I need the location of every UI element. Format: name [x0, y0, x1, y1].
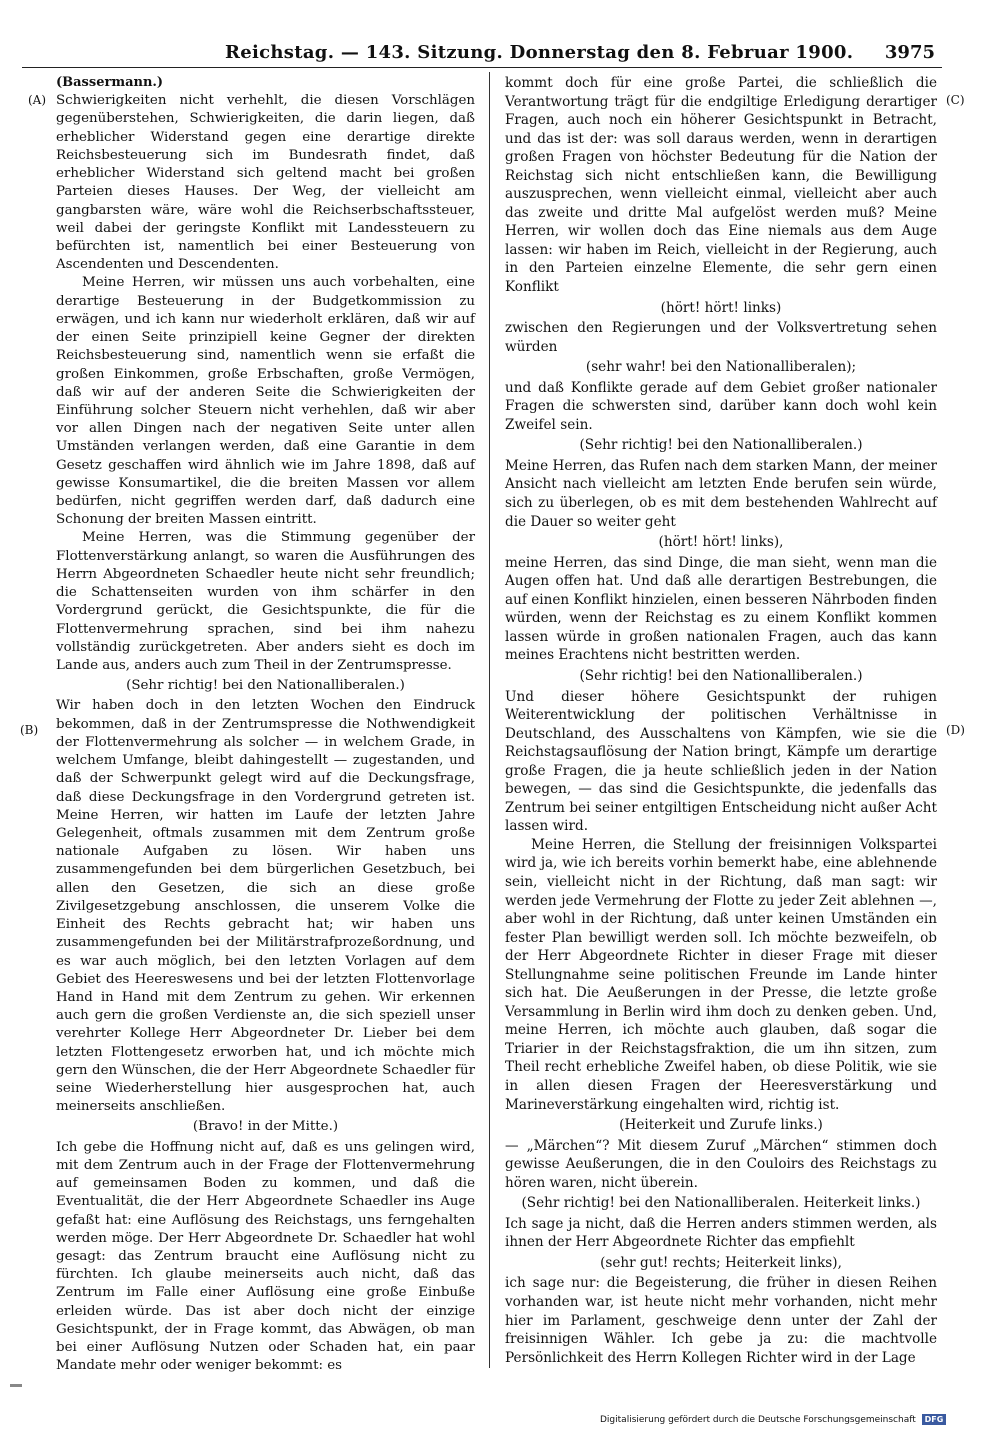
- paragraph: ich sage nur: die Begeisterung, die früher in diesen Reihen vorhanden war, ist heute nicht mehr vorhanden, nicht mehr hier im Parlament, geschweige denn unter der Zahl der freisinnigen Wähler. Ich gebe ja zu: die machtvolle Persönlichkeit des Herrn Kollegen Richter wird in der Lage: [505, 1275, 937, 1366]
- paragraph: Meine Herren, die Stellung der freisinnigen Volkspartei wird ja, wie ich bereits vorhin bemerkt habe, eine ablehnende sein, vielleicht nicht in der Richtung, daß man sagt: wir werden jede Vermehrung der Flotte zu jeder Zeit ablehnen —, aber wohl in der Richtung, daß unter keinen Umständen ein fester Plan bewilligt werden soll. Ich möchte bezweifeln, ob der Herr Abgeordnete Richter in dieser Frage mit dieser Stellungnahme seine politischen Freunde im Lande hinter sich hat. Die Aeußerungen in der Presse, die letzte große Versammlung in Berlin wird ihm doch zu denken geben. Und, meine Herren, ich möchte auch glauben, daß sogar die Triarier in der Reichstagsfraktion, die um ihn sitzen, zum Theil recht erhebliche Zweifel haben, ob diese Politik, wie sie in allen diesen Fragen der Heeresverstärkung und Marineverstärkung eingehalten wird, richtig ist.: [505, 836, 937, 1113]
- margin-marker-c: (C): [946, 93, 965, 107]
- interjection: (hört! hört! links): [660, 299, 782, 316]
- interjection: (sehr gut! rechts; Heiterkeit links),: [600, 1254, 842, 1271]
- column-divider: [489, 72, 490, 1368]
- page-header: [225, 42, 935, 66]
- speaker-name: (Bassermann.): [56, 75, 164, 90]
- interjection: (Sehr richtig! bei den Nationalliberalen.): [579, 667, 863, 684]
- interjection: (Sehr richtig! bei den Nationalliberalen.): [579, 437, 863, 454]
- paragraph: und daß Konflikte gerade auf dem Gebiet großer nationaler Fragen die schwersten sind, darüber kann doch wohl kein Zweifel sein.: [505, 379, 937, 433]
- paragraph: — „Märchen“? Mit diesem Zuruf „Märchen“ stimmen doch gewisse Aeußerungen, die in den Couloirs des Reichstags zu hören waren, nicht überein.: [505, 1137, 937, 1191]
- paragraph: Und dieser höhere Gesichtspunkt der ruhigen Weiterentwicklung der politischen Verhältnisse in Deutschland, des Ausschaltens von Kämpfen, wie sie die Reichstagsauflösung der Nation bringt, Kämpfe um derartige große Fragen, die ja heute schließlich jeden in der Nation bewegen, — das sind die Gesichtspunkte, die jedenfalls das Zentrum bei seiner entgiltigen Entscheidung nicht außer Acht lassen wird.: [505, 688, 937, 835]
- right-column: [505, 74, 937, 1367]
- interjection: (sehr wahr! bei den Nationalliberalen);: [585, 359, 857, 376]
- interjection: (Heiterkeit und Zurufe links.): [619, 1117, 823, 1134]
- margin-marker-d: (D): [946, 723, 965, 737]
- footer-credit: Digitalisierung gefördert durch die Deutsche Forschungsgemeinschaft: [600, 1415, 916, 1425]
- page-number: 3975: [884, 42, 935, 63]
- interjection: (Sehr richtig! bei den Nationalliberalen.): [126, 678, 405, 694]
- paragraph: Ich sage ja nicht, daß die Herren anders stimmen werden, als ihnen der Herr Abgeordnete Richter das empfiehlt: [505, 1215, 937, 1251]
- interjection: (Sehr richtig! bei den Nationalliberalen. Heiterkeit links.): [521, 1195, 921, 1212]
- left-column: [56, 74, 475, 1376]
- margin-marker-b: (B): [20, 723, 39, 737]
- dfg-logo: DFG: [922, 1414, 947, 1425]
- paragraph: Meine Herren, das Rufen nach dem starken Mann, der meiner Ansicht nach vielleicht am letzten Ende berufen sein würde, sich zu überlegen, ob es mit dem bestehenden Wahlrecht auf die Dauer so weiter geht: [505, 457, 937, 530]
- paragraph: kommt doch für eine große Partei, die schließlich die Verantwortung trägt für die endgiltige Erledigung derartiger Fragen, auch noch ein höherer Gesichtspunkt in Betracht, und das ist der: was soll daraus werden, wenn in derartigen großen Fragen von höchster Bedeutung für die Nation der Reichstag sich nicht entschließen kann, die Bewilligung auszusprechen, wenn vielleicht einmal, vielleicht aber auch das zweite und dritte Mal aufgelöst werden muß? Meine Herren, wir wollen doch das Eine niemals aus dem Auge lassen: wir haben im Reich, vielleicht in der Regierung, auch in den Parteien einzelne Elemente, die sehr gern einen Konflikt: [505, 75, 937, 296]
- paragraph: Meine Herren, was die Stimmung gegenüber der Flottenverstärkung anlangt, so waren die Ausführungen des Herrn Abgeordneten Schaedler heute nicht sehr freundlich; die Schattenseiten wurden von ihm schärfer in den Vordergrund gerückt, die Gesichtspunkte, die für die Flottenvermehrung sprachen, sind bei ihm nahezu vollständig zurückgetreten. Aber anders sieht es doch im Lande aus, anders auch zum Theil in der Zentrumspresse.: [56, 530, 475, 673]
- interjection: (Bravo! in der Mitte.): [192, 1119, 339, 1135]
- paragraph: meine Herren, das sind Dinge, die man sieht, wenn man die Augen offen hat. Und daß alle derartigen Bestrebungen, die auf einen Konflikt hinzielen, einen besseren Nährboden finden würden, wenn der Reichstag es zu einem Konflikt kommen lassen würde in großen nationalen Fragen, auch das kann meines Erachtens nicht bestritten werden.: [505, 554, 937, 664]
- paragraph: Wir haben doch in den letzten Wochen den Eindruck bekommen, daß in der Zentrumspresse die Nothwendigkeit der Flottenvermehrung als solcher — in welchem Grade, in welchem Umfange, bleibt dahingestellt — zugestanden, und daß der Schwerpunkt gelegt wird auf die Deckungsfrage, daß diese Deckungsfrage in den Vordergrund getreten ist. Meine Herren, wir hatten im Laufe der letzten Jahre Gelegenheit, oftmals zusammen mit dem Zentrum große nationale Aufgaben zu lösen. Wir haben uns zusammengefunden bei dem bürgerlichen Gesetzbuch, bei allen den Gesetzen, die sich an diese große Zivilgesetzgebung anschlossen, die unserem Volke die Einheit des Rechts gebracht hat; wir haben uns zusammengefunden bei der Militärstrafprozeßordnung, und es war auch möglich, bei den letzten Vorlagen auf dem Gebiet des Heereswesens und bei der letzten Flottenvorlage Hand in Hand mit dem Zentrum zu gehen. Wir erkennen auch gern die großen Verdienste an, die sich speziell unser verehrter Kollege Herr Abgeordneter Dr. Lieber bei dem letzten Flottengesetz erworben hat, und ich möchte mich gern den Wünschen, die der Herr Abgeordnete Schaedler für seine Wiederherstellung hier ausgesprochen hat, auch meinerseits anschließen.: [56, 698, 475, 1115]
- interjection: (hört! hört! links),: [658, 534, 784, 551]
- scan-speck: [10, 1384, 22, 1387]
- header-rule: [22, 67, 942, 68]
- margin-marker-a: (A): [28, 93, 47, 107]
- paragraph: zwischen den Regierungen und der Volksvertretung sehen würden: [505, 320, 937, 355]
- running-title: Reichstag. — 143. Sitzung. Donnerstag den 8. Februar 1900.: [225, 42, 854, 63]
- paragraph: Meine Herren, wir müssen uns auch vorbehalten, eine derartige Besteuerung in der Budgetkommission zu erwägen, und ich kann nur wiederholt erklären, daß wir auf der einen Seite prinzipiell keine Gegner der direkten Reichsbesteuerung sind, namentlich wenn sie erfaßt die großen Einkommen, große Erbschaften, große Vermögen, daß wir auf der anderen Seite die Schwierigkeiten der Einführung solcher Steuern nicht verhehlen, daß wir aber vor allen Dingen nach der negativen Seite unter allen Umständen verlangen werden, daß eine Garantie in dem Gesetz geschaffen wird ähnlich wie im Jahre 1898, daß auf gewisse Konsumartikel, die die breiten Massen vor allem bedürfen, nicht gegriffen werden darf, daß dadurch eine Schonung der breiten Massen eintritt.: [56, 275, 475, 528]
- digitization-footer: [600, 1414, 946, 1425]
- paragraph: Ich gebe die Hoffnung nicht auf, daß es uns gelingen wird, mit dem Zentrum auch in der Frage der Flottenvermehrung auf gemeinsamen Boden zu kommen, und daß die Eventualität, die der Herr Abgeordnete Schaedler ins Auge gefaßt hat: eine Auflösung des Reichstags, uns ferngehalten werden möge. Der Herr Abgeordnete Dr. Schaedler hat wohl gesagt: das Zentrum braucht eine Auflösung nicht zu fürchten. Ich glaube meinerseits auch nicht, daß das Zentrum im Falle einer Auflösung eine große Einbuße erleiden würde. Das ist aber doch nicht der einzige Gesichtspunkt, der in Frage kommt, das Abwägen, ob man bei einer Auflösung Nutzen oder Schaden hat, ein paar Mandate mehr oder weniger bekommt: es: [56, 1139, 475, 1374]
- paragraph: Schwierigkeiten nicht verhehlt, die diesen Vorschlägen gegenüberstehen, Schwierigkeiten, die darin liegen, daß erheblicher Widerstand gegen eine derartige direkte Reichsbesteuerung sich im Bundesrath findet, daß erheblicher Widerstand sich geltend macht bei großen Parteien dieses Hauses. Der Weg, der vielleicht am gangbarsten wäre, wäre wohl die Reichserbschaftssteuer, weil dabei der geringste Konflikt mit Landessteuern zu befürchten ist, namentlich bei einer Besteuerung von Ascendenten und Descendenten.: [56, 93, 475, 273]
